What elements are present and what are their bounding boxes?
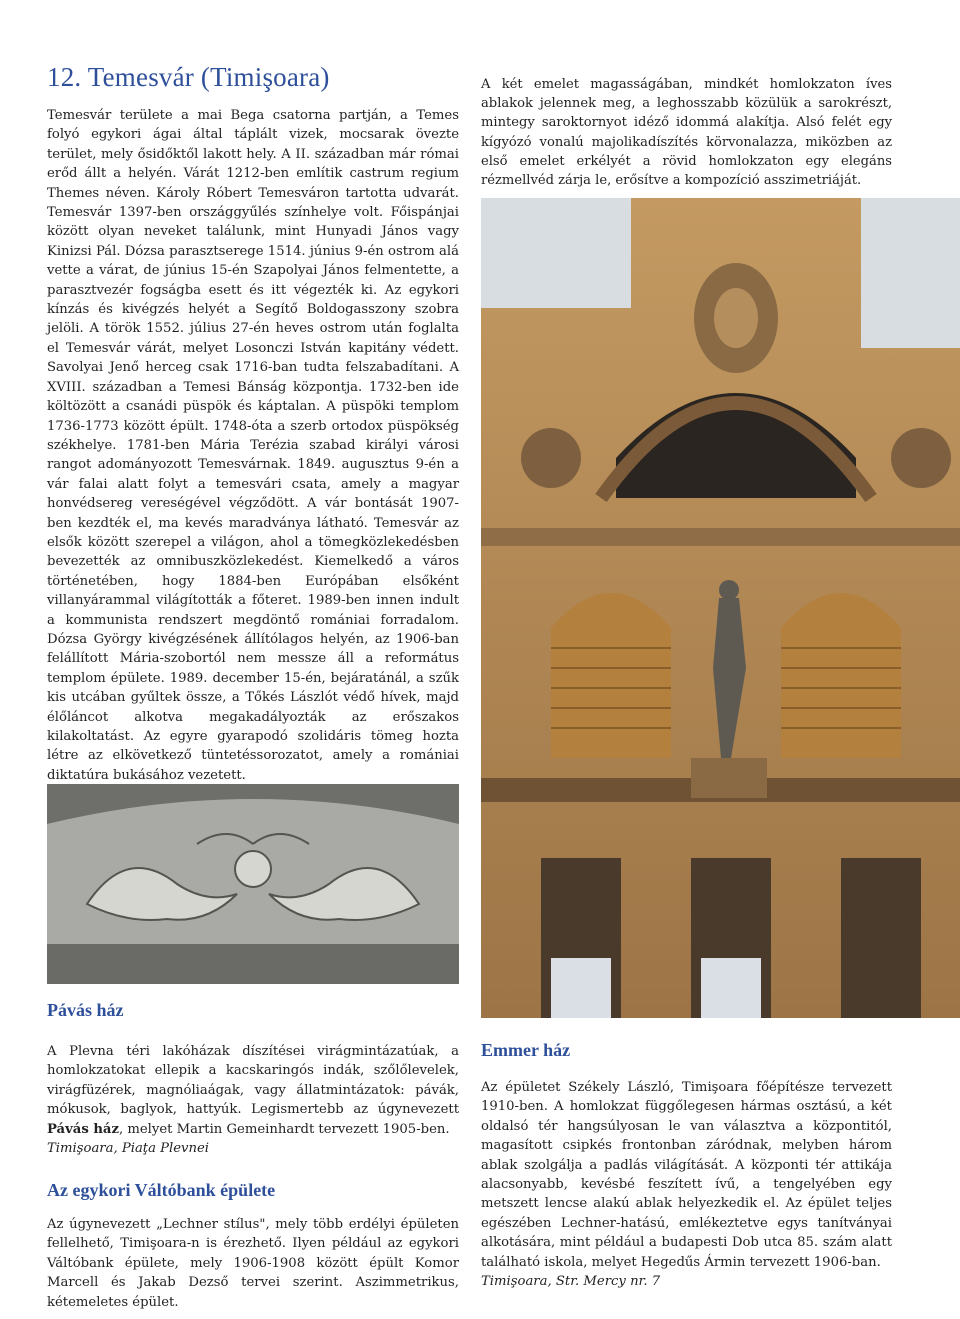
facade-photo — [481, 198, 960, 1018]
page-title: 12. Temesvár (Timişoara) — [47, 62, 330, 92]
pavas-caption: Timişoara, Piaţa Plevnei — [47, 1141, 210, 1157]
emmer-text: Az épületet Székely László, Timişoara főépítésze tervezett 1910-ben. A homlokzat függőlegesen hármas osztású, a két oldalsó tér hangsúlyosan le van választva a központitól, magasított csipkés frontonban záródnak, melyben három ablak szolgálja a padlás világítását. A központi tér attikája alacsonyabb, kevésbé feszített ívű, a tengelyében egy metszett lencse alakú ablak helyezkedik el. Az épület teljes egészében Lechner-hatású, emlékeztetve egys tanítványai alkotására, mint például a budapesti Dob utca 85. szám alatt található iskola, melyet Hegedűs Ármin tervezett 1906-ban. — [481, 1080, 892, 1270]
emmer-haz-heading: Emmer ház — [481, 1040, 571, 1060]
history-paragraph: Temesvár területe a mai Bega csatorna partján, a Temes folyó egykori ágai által táplált vizek, mocsarak övezte terület, mely ősidőktől lakott hely. A II. században már római erőd állt a helyén. Várát 1212-ben említik castrum regium Themes néven. Károly Róbert Temesváron tartotta udvarát. Temesvár 1397-ben országgyűlés színhelye volt. Főispánjai között olyan neveket találunk, mint Hunyadi János vagy Kinizsi Pál. Dózsa parasztserege 1514. június 9-én ostrom alá vette a várat, de június 15-én Szapolyai János felmentette, a parasztvezér fogságba esett és itt végezték ki. Az egykori kínzás és kivégzés helyét a Segítő Boldogasszony szobra jelöli. A török 1552. július 27-én heves ostrom után foglalta el Temesvár várát, melyet Losonczi István kapitány védett. Savolyai Jenő herceg csak 1716-ban tudta felszabadítani. A XVIII. században a Temesi Bánság központja. 1732-ben ide költözött a csanádi püspök és káptalan. A püspöki templom 1736-1773 között épült. 1748-óta a szerb ortodox püspökség székhelye. 1781-ben Mária Terézia szabad királyi városi rangot adományozott Temesvárnak. 1849. augusztus 9-én a vár falai alatt folyt a temesvári csata, amely a magyar honvédsereg vereségével végződött. A vár bontását 1907-ben kezdték el, ma kevés maradványa látható. Temesvár az elsők között szerepel a világon, ahol a tömegközlekedésben bevezették az omnibuszközlekedést. Kiemelkedő a város történetében, hogy 1884-ben Európában elsőként villanyárammal világították a főteret. 1989-ben innen indult a kommunista rendszert megdöntő romániai forradalom. Dózsa György kivégzésének állítólagos helyén, az 1906-ban felállított Mária-szobortól nem messze áll a református templom épülete. 1989. december 15-én, bejáratánál, a szűk kis utcában gyűltek össze, a Tőkés Lászlót védő hívek, majd élőláncot alkotva megakadályozták az erőszakos kilakoltatást. Az egyre gyarapodó szolidáris tömeg hozta létre az elkövetkező tüntetéssorozatot, amely a romániai diktatúra bukásához vezetett. — [47, 108, 459, 783]
building-description-paragraph: A két emelet magasságában, mindkét homlokzaton íves ablakok jelennek meg, a leghosszabb közülük a sarokrészt, mintegy saroktornyot idéző idommá alakítja. Alsó felét egy kígyózó vonalú majolikadíszítés körvonalazza, miközben az első emelet erkélyét a rövid homlokzaton egy elegáns rézmellvéd zárja le, erősítve a kompozíció asszimetriáját. — [481, 77, 892, 189]
pavas-highlight: Pávás ház — [47, 1121, 119, 1137]
pavas-text-after: , melyet Martin Gemeinhardt tervezett 1905-ben. — [118, 1121, 450, 1137]
pavas-haz-heading: Pávás ház — [47, 1000, 124, 1020]
pavas-text-before: A Plevna téri lakóházak díszítései virágmintázatúak, a homlokzatokat ellepik a kacskaringós indák, szőlőlevelek, virágfüzérek, magnóliaágak, vagy állatmintázatok: pávák, mókusok, baglyok, hattyúk. Legismertebb az úgynevezett — [47, 1044, 459, 1118]
emmer-caption: Timişoara, Str. Mercy nr. 7 — [481, 1274, 661, 1290]
emmer-haz-paragraph — [481, 1078, 892, 1291]
valtobank-heading: Az egykori Váltóbank épülete — [47, 1180, 276, 1200]
pavas-haz-paragraph — [47, 1042, 459, 1158]
peacock-relief-photo — [47, 784, 459, 984]
valtobank-paragraph: Az úgynevezett „Lechner stílus", mely több erdélyi épületen fellelhető, Timişoara-n is érezhető. Ilyen például az egykori Váltóbank épülete, mely 1906-1908 között épült Komor Marcell és Jakab Dezső tervei szerint. Aszimmetrikus, kétemeletes épület. — [47, 1217, 459, 1310]
